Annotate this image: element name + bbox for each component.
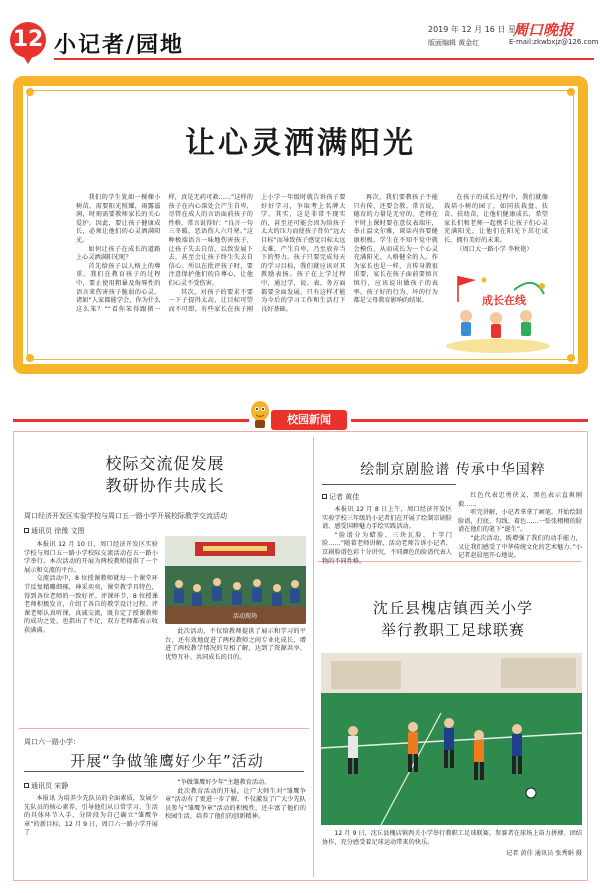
issue-date: 2019 年 12 月 16 日 星期一 <box>428 25 532 34</box>
article3-paragraph: 听完讲解，小记者拿拿了画笔，开始绘制脸谱，打底、勾线、着色……一张张栩栩的脸谱在他们的笔下“诞生”。 <box>458 509 582 534</box>
page-number-badge: 12 <box>10 22 46 58</box>
article2-headline: 开展“争做雏鹰好少年”活动 <box>70 752 264 770</box>
article2-kicker: 周口六一路小学： <box>24 738 80 746</box>
article3-headline: 绘制京剧脸谱 传承中华国粹 <box>360 462 546 478</box>
article3-column-1 <box>322 506 452 566</box>
page-editor: 版面编辑 黄金红 <box>428 39 480 47</box>
article3-byline-text: 记者 黄佳 <box>329 493 360 501</box>
byline-box-icon <box>24 528 29 533</box>
section-title: 小记者/园地 <box>54 32 185 58</box>
feature-paragraph: 其次，对孩子的要求不要一下子提得太高，让目标可望而不可即。有些家长在孩子刚上小学一年级时就告诉孩子要好好学习，争取考上名牌大学。其实，这是非常不现实的，甚至还可能会因为给孩子太大的压力而使孩子背负“远大目标”而导致孩子感觉目标太远太难，产生自卑，乃至放弃当下的努力。孩子只要完成每天的学习目标，我们就应该对其教励表扬。孩子在上学过程中，通过学，说、表、务方面都要全面发展。只有这样才能为今后的学习工作和生活打下良好基础。 <box>168 194 346 313</box>
article3-rule <box>322 484 456 485</box>
article3-column-2 <box>458 492 582 561</box>
article1-headline-line2: 教研协作共成长 <box>105 476 225 495</box>
newspaper-logo: 周口晚报 <box>513 21 574 39</box>
left-row-divider <box>19 728 309 729</box>
article4-headline-line1: 沈丘县槐店镇西关小学 <box>372 599 533 617</box>
article2-column-1 <box>24 795 158 838</box>
byline-box-icon <box>322 494 327 499</box>
article4-football-photo <box>321 653 582 825</box>
article4-photo-credit: 记者 黄佳 通讯员 张秀娟 摄 <box>506 850 582 857</box>
article4-headline-line2: 举行教职工足球联赛 <box>380 621 525 639</box>
column-divider <box>313 437 314 877</box>
article2-paragraph: 本报讯 为培养少先队员的全面素质，发展少先队员的核心素养，引导他们从日常学习、生活的具体环节入手，分阶段为自己确立“雏鹰争章”的新目标，12 月 9 日，周口六一路小学开展了 <box>24 795 158 837</box>
article1-paragraph: 本报讯 12 月 10 日，周口经济开发区实验学校与周口五一路小学校际交流活动在五一路小学举行。本次活动的开展为两校教师提供了一个展示和交流的平台。 <box>24 541 158 574</box>
article3-paragraph: 本报讯 12 月 8 日上午，周口经济开发区实验学校三年级的小记者们在开展了绘制京剧脸谱、感受国粹魅力手绘实践活动。 <box>322 506 452 531</box>
feature-byline: （周口大一路小学 李秋艳） <box>456 245 533 253</box>
article1-paragraph: 交流活动中，8 位授课教师就每一个课堂环节反复精雕细琢，神采奕奕，课堂教学具特色，得到各位老师的一致好评。评课环节，8 位授课老师积极发言，介绍了各自的教学设计过程。评课老师认真听课，真诚交流，既肯定了授课教师的成功之处，也指出了不足，双方老师都表示收获满满。 <box>24 575 158 634</box>
feature-headline: 让心灵洒满阳光 <box>185 126 416 161</box>
article1-photo-caption: 活动现场 <box>233 613 258 620</box>
article1-paragraph: 此次活动，不仅给教师提供了展示和学习的平台，还有效地促进了两校教师之间专业化成长，增进了两校教学情况的互相了解，达到了资源共享、优势互补、共同成长的目的。 <box>165 628 306 661</box>
article1-byline <box>24 526 84 536</box>
article2-paragraph: 此次教育活动的开展，让广大师生对“雏鹰争章”活动有了更进一步了解，不仅激发了广大少先队员参与“雏鹰争章”活动的积极性，还丰富了他们的校园生活，培养了他们的创新精神。 <box>165 787 306 821</box>
feature-paragraph: 如何让孩子在成长的道路上心灵洒满阳光呢？ <box>76 245 161 262</box>
article3-byline <box>322 492 359 502</box>
mascot-icon <box>247 399 273 429</box>
article3-paragraph: “脸谱分为蜡脸、三块瓦脸、十字门脸……”随着老师讲解，活动老师告诉小记者，京剧脸谱色彩十分讲究，不同颜色的脸谱代表人物的不同性格。 <box>322 531 452 565</box>
feature-paragraph: 再次，我们要教孩子不能只有传，还要会教。常言说，德育的力量是无穷的。老师在平时上课时要在意仪表端庄，举止温文尔雅，谈话内容要健康积极。学生在不知不觉中就会模仿，从而成长为一个心灵充满阳光、人格健全的人。作为家长也是一样，言传身教很重要，家长在孩子面前要慎言慎行，应该说出做孩子的表率。孩子好的行为、坏的行为都是父母教育影响的结果。 <box>353 194 438 305</box>
article4-headline <box>322 597 584 641</box>
article1-column-1 <box>24 541 158 636</box>
article1-headline <box>30 453 300 497</box>
contact-email: E-mail:zkwbxjz@126.com <box>509 38 599 46</box>
campus-news-label: 校园新闻 <box>271 410 347 430</box>
article1-column-2 <box>165 628 306 662</box>
article2-byline-text: 通讯员 宋静 <box>31 782 69 790</box>
article1-subtitle: 周口经济开发区实验学校与周口五一路小学开展校际教学交流活动 <box>24 512 227 520</box>
feature-paragraph: 首先给孩子以人格上的尊重。我们在教育孩子的过程中，要止使用粗暴及侮辱性的语言来伤害孩子脆弱的心灵。诸如“人家都能学会，你为什么这么笨？”“看你笨得跟猪一样，真是无药可救……”这样的孩子在内心深处会产生自卑，尽管在成人的言语面前孩子的性格，常言说得好：“良言一句三冬暖，恶语伤人六月寒。”这种极端语言一味地伤害孩子，让孩子失去自信，以致发展下去，甚至会让孩子终生失去自信心。所以在批评孩子时，要注意保护他们的自尊心，让他们心灵不受伤害。 <box>76 194 253 313</box>
feature-side-column <box>444 194 548 254</box>
article2-byline <box>24 781 68 791</box>
article2-paragraph: “争做雏鹰好少年”主题教育活动。 <box>177 779 271 786</box>
article1-byline-text: 通讯员 徐豫 文图 <box>31 527 85 535</box>
feature-side-text: 在孩子的成长过程中，我们就像栽培小树的园丁，如同扶栽盘、扶苗、扶幼苗，让他们健康成长，希望家长们和老师一起携手让孩子们心灵充满阳光，让他们在阳光下茁壮成长，拥有美好的未来。 <box>444 194 548 244</box>
banner-rule-left <box>13 419 249 422</box>
byline-box-icon <box>24 783 29 788</box>
growth-illustration <box>444 266 552 354</box>
article3-paragraph: “此次活动，既增强了我们的动手能力，又让我们感受了中华传统文化的艺术魅力。”小记者赵晨旭开心地说。 <box>458 534 582 560</box>
illustration-label: 成长在线 <box>482 294 526 307</box>
feature-paragraph: 我们的学生犹如一棵棵小树苗，需要阳光照耀，雨露滋润，时刻需要教师家长的关心爱护。因此，要让孩子健康成长，必须让他们的心灵洒满阳光。 <box>76 194 161 244</box>
campus-news-banner <box>13 409 588 431</box>
article2-column-2 <box>165 779 306 822</box>
banner-rule-right <box>351 419 588 422</box>
article3-paragraph: 红色代表忠勇侠义，黑色表示直爽刚毅…… <box>458 492 582 508</box>
article2-rule <box>24 771 304 772</box>
article4-caption: 12 月 9 日，沈丘县槐店镇西关小学举行教职工足球联赛。参赛者在球场上奋力拼搏、团结协作，充分感受着足球运动带来的快乐。 <box>322 830 582 846</box>
article1-headline-line1: 校际交流促发展 <box>105 454 225 473</box>
feature-body <box>76 194 438 344</box>
